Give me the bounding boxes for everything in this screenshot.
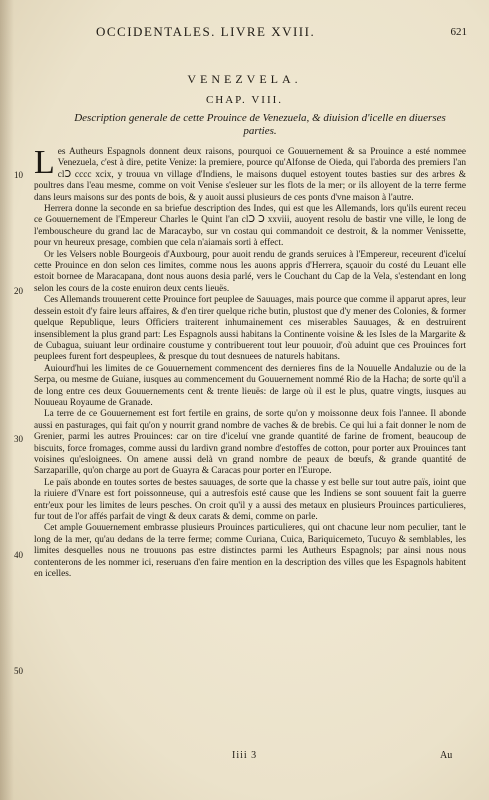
chapter-heading: CHAP. VIII. bbox=[205, 94, 284, 106]
paragraph: Ces Allemands trouuerent cette Prouince fort peuplee de Sauuages, mais pource que comme il apparut apres, leur dessein estoit d'y faire leurs affaires, & d'en tirer quelque riche butin, plustost que d'y mener des Colonies, & former quelque Republique, leurs Officiers traiterent inhumainement ces miserables Sauuages, & en destruirent insensiblement la plus grand part: Les Espagnols aussi habitans la Continente voisine & les Isles de la Margarite & de Cubagua, suiuant leur ordinaire coustume y contribuerent tout leur pouuoir, d'où aduint que ces Prouinces fort peuplees furent fort despeuplees, & presque du tout desnuees de naturels habitans. bbox=[34, 295, 466, 363]
paragraph: La terre de ce Gouuernement est fort fertile en grains, de sorte qu'on y moissonne deux fois l'annee. Il abonde aussi en pasturages, qui fait qu'on y nourrit grand nombre de vaches & de brebis. Ce qui lui a fait donner le nom de Grenier, parmi les autres Prouinces: car on tire d'iceluí vne grande quantité de farine de froment, beaucoup de biscuits, force fromages, comme aussi du lardivn grand nombre d'estoffes de cotton, pour porter aux Prouinces tant voisines qu'esloignees. On amene aussi delà vn grand nombre de peaux de bœufs, & grande quantité de Sarzaparille, qu'on charge au port de Guayra & Caracas pour porter en l'Europe. bbox=[34, 409, 466, 477]
margin-line-number: 30 bbox=[14, 434, 23, 444]
margin-line-number: 40 bbox=[14, 550, 23, 560]
paragraph: Le païs abonde en toutes sortes de bestes sauuages, de sorte que la chasse y est belle sur tout autre païs, ioint que la riuiere d'Vnare est fort poissonneuse, qui a autresfois esté cause que les Indiens se sont souuent fait la guerre entr'eux pour les limites de leurs pesches. On croit qu'il y a aussi des metaux en plusieurs Prouinces particulieres, fur tout de l'or affés parfait de vingt & deux carats & demi, comme on parle. bbox=[34, 477, 466, 522]
body-text bbox=[34, 144, 466, 580]
page-number: 621 bbox=[450, 26, 467, 38]
paragraph: Auiourd'hui les limites de ce Gouuernement commencent des dernieres fins de la Nouuelle Andaluzie ou de la Serpa, ou mesme de Guiane, iusques au commencement du Gouuernement nommé Rio de la Hacha; de sorte qu'il a de long entre ces deux Gouuernements cent & trente lieuës: de large où il est le plus, quatre vingts, iusques au Nouueau Royaume de Granade. bbox=[34, 363, 466, 408]
paragraph bbox=[34, 144, 466, 204]
margin-line-number: 50 bbox=[14, 666, 23, 676]
gutter-shadow bbox=[0, 0, 14, 800]
chapter-subtitle: Description generale de cette Prouince de Venezuela, & diuision d'icelle en diuerses parties. bbox=[74, 112, 446, 137]
signature-mark: Iiii 3 bbox=[232, 750, 258, 761]
catchword: Au bbox=[440, 750, 453, 761]
margin-line-number: 10 bbox=[14, 170, 23, 180]
running-head: OCCIDENTALES. LIVRE XVIII. bbox=[96, 24, 316, 39]
paragraph: Cet ample Gouuernement embrasse plusieurs Prouinces particulieres, qui ont chacune leur nom peculier, tant le long de la mer, qu'au dedans de la terre ferme; comme Curiana, Cuica, Bariquicemeto, Tucuyo & semblables, les limites desquelles nous ne trouuons pas estre distinctes parmi les Autheurs Espagnols; par ainsi nous nous contenterons de les nommer ici, reseruans d'en faire mention en la description des villes que les Espagnols habitent en icelles. bbox=[34, 523, 466, 580]
paragraph: Or les Velsers noble Bourgeois d'Auxbourg, pour auoit rendu de grands seruices à l'Empereur, receurent d'iceluí cette Prouince en don selon ces limites, comme nous les auons appris d'Herrera, sçauoir du costé du Leuant elle estoit bornee de Maracapana, dont nous auons desia parlé, vers le Couchant du Cap de la Vela, s'estendant en long selon les cours de la coste enuiron deux cents lieuës. bbox=[34, 249, 466, 294]
paragraph-text: es Autheurs Espagnols donnent deux raisons, pourquoi ce Gouuernement & sa Prouince a esté nommee Venezuela, c'est à dire, petite Venize: la premiere, pource qu'Alfonse de Oieda, qui l'aborda des premiers l'an clↃ cccc xcix, y trouua vn village d'Indiens, le maisons duquel estoyent toutes basties sur des arbres & poultres dans l'eau mesme, comme on voit Venise s'esleuer sur les flots de la mer; or ils alloyent de la terre ferme dans leurs maisons sur des ponts de bois, & y auoit aussi plusieurs de ces ponts d'vne maison à l'autre. bbox=[34, 147, 466, 203]
paragraph: Herrera donne la seconde en sa briefue description des Indes, qui est que les Allemands, lors qu'ils eurent receu ce Gouuernement de l'Empereur Charles le Quint l'an clↃ Ↄ xxviii, auoyent resolu de bastir vne ville, le long de l'embouscheure du grand lac de Maracaybo, sur vn costau qui commandoit ce destroit, & la nommer Venissette, pour vn heureux presage, combien que cela n'aiamais sorti à effect. bbox=[34, 204, 466, 249]
drop-cap: L bbox=[34, 144, 55, 181]
margin-line-number: 20 bbox=[14, 286, 23, 296]
section-title: VENEZVELA. bbox=[187, 72, 302, 86]
